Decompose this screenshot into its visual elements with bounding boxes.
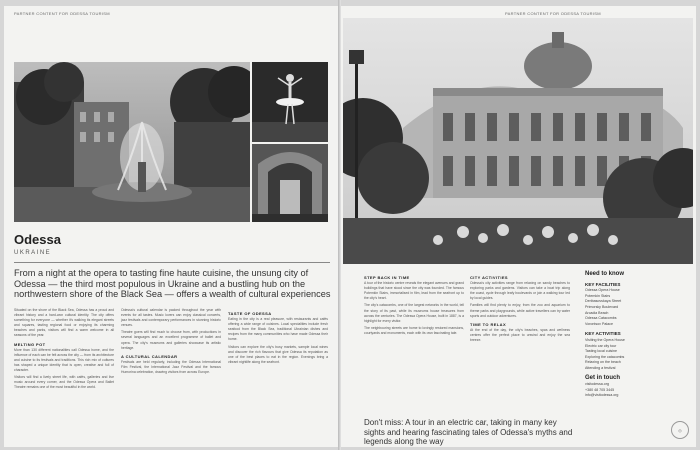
list-item: Visiting the Opera House — [585, 337, 625, 342]
tourism-logo-icon: ◎ — [671, 421, 689, 439]
contact-line: info@visitodessa.org — [585, 393, 619, 398]
body-column-1 — [14, 308, 114, 392]
sidebar-title: Need to know — [585, 271, 625, 277]
list-item: Deribasovskaya Street — [585, 299, 622, 304]
body-text: Theatre goers will find much to choose from, with productions in several languages and an excellent programme of ballet and opera. The city's museums and galleries showcase its artistic heritage. — [121, 330, 221, 350]
intro-paragraph: From a night at the opera to tasting fine haute cuisine, the unsung city of Odessa — the third most populous in Ukraine and a bustling hub on the northwestern shore of the Black Sea — offers a wealth of cultural experiences — [14, 268, 331, 299]
sidebar-heading: KEY FACILITIES — [585, 281, 621, 287]
theatre-interior-photo — [252, 144, 328, 222]
list-item: Tasting local cuisine — [585, 349, 617, 354]
body-column-4 — [364, 272, 464, 338]
body-text: Situated on the shore of the Black Sea, Odessa has a proud and vibrant history and a hard-won cultural identity. The city offers something for everyone — whether it's walking its elegant streets and squares, tasting regional food or enjoying its charming beaches and parks, visitors will find a warm welcome in all seasons of the year. — [14, 308, 114, 338]
body-text: Visitors will find a lively street life, with cafés, galleries and live music around every corner, and the Odessa Opera and Ballet Theatre remains one of the most beautiful in the world. — [14, 375, 114, 390]
list-item: Potemkin Stairs — [585, 293, 611, 298]
opera-house-photo — [343, 18, 693, 264]
sidebar-title: Get in touch — [585, 374, 620, 381]
section-heading: TASTE OF ODESSA — [228, 311, 272, 316]
body-text: The city's catacombs, one of the largest networks in the world, tell the story of its past, while its museums house treasures from across the centuries. The Odessa Opera House, built in 1887, is a highlight for every visitor. — [364, 303, 464, 323]
body-column-5 — [470, 272, 570, 345]
right-page — [341, 6, 696, 447]
body-text: The neighbouring streets are home to lovingly restored mansions, courtyards and monuments, each with its own fascinating tale. — [364, 325, 464, 335]
section-heading: STEP BACK IN TIME — [364, 275, 410, 280]
section-heading: TIME TO RELAX — [470, 321, 507, 327]
body-text: Odessa's cultural calendar is packed throughout the year with events for all tastes. Music lovers can enjoy classical concerts, jazz festivals and contemporary performances in stunning historic venues. — [121, 308, 221, 328]
body-text: More than 130 different nationalities call Odessa home, and the influence of each can be felt across the city — from its architecture and cuisine to its festivals and traditions. This rich mix of cultures has shaped a unique identity that is open, creative and full of character. — [14, 347, 114, 373]
contact-line: visitodessa.org — [585, 382, 609, 387]
list-item: Odessa Catacombs — [585, 316, 617, 321]
page-header-right: PARTNER CONTENT FOR ODESSA TOURISM — [505, 11, 601, 16]
list-item: Odessa Opera House — [585, 288, 620, 293]
country-subtitle: UKRAINE — [14, 250, 52, 256]
list-item: Vorontsov Palace — [585, 321, 613, 326]
need-to-know-sidebar — [585, 272, 685, 399]
left-page — [4, 6, 338, 447]
body-text: Odessa's city activities range from relaxing on sandy beaches to exploring parks and gardens. Visitors can take a boat trip along the coast, cycle through leafy boulevards or join a walking tour led by local guides. — [470, 281, 570, 301]
list-item: Primorsky Boulevard — [585, 304, 619, 309]
body-text: Eating in the city is a real pleasure, with restaurants and cafés offering a wide range of cuisines. Local specialities include fresh seafood from the Black Sea, traditional Ukrainian dishes and recipes from the many communities who have made Odessa their home. — [228, 317, 328, 342]
body-column-2 — [121, 308, 221, 377]
contact-line: +380 48 705 3445 — [585, 387, 615, 392]
list-item: Relaxing on the beach — [585, 360, 621, 365]
photo-caption: Don't miss: A tour in an electric car, taking in many key sights and hearing fascinating tales of Odessa's myths and legends along the way — [364, 418, 573, 446]
list-item: Arcadia Beach — [585, 310, 609, 315]
section-heading: CITY ACTIVITIES — [470, 275, 509, 280]
body-column-3 — [228, 308, 328, 367]
list-item: Attending a festival — [585, 365, 616, 370]
fountain-square-photo — [14, 62, 250, 222]
section-heading: MELTING POT — [14, 341, 46, 347]
body-text: Families will find plenty to enjoy, from the zoo and aquarium to theme parks and playgrounds, while active travellers can try water sports and outdoor adventures. — [470, 303, 570, 318]
body-text: A tour of the historic centre reveals the elegant avenues and grand buildings that have stood since the city was founded. The famous Potemkin Stairs, immortalised in film, lead from the seafront up to the city's heart. — [364, 281, 464, 301]
list-item: Electric car city tour — [585, 343, 617, 348]
list-item: Exploring the catacombs — [585, 354, 625, 359]
sidebar-heading: KEY ACTIVITIES — [585, 331, 621, 337]
page-header-left: PARTNER CONTENT FOR ODESSA TOURISM — [14, 11, 110, 16]
body-text: Festivals are held regularly, including the Odessa International Film Festival, the International Jazz Festival and the famous Humorina celebration, drawing visitors from across Europe. — [121, 359, 221, 375]
body-text: Visitors can explore the city's busy markets, sample local wines and discover the rich flavours that give Odessa its reputation as one of the best places to eat in the region. Evenings bring a vibrant nightlife along the seafront. — [228, 344, 328, 364]
section-heading: A CULTURAL CALENDAR — [121, 353, 178, 359]
city-title: Odessa — [14, 232, 61, 247]
divider — [14, 262, 330, 263]
body-text: At the end of the day, the city's beaches, spas and wellness centres offer the perfect place to unwind and enjoy the sea breeze. — [470, 327, 570, 343]
ballet-dancer-photo — [252, 62, 328, 142]
